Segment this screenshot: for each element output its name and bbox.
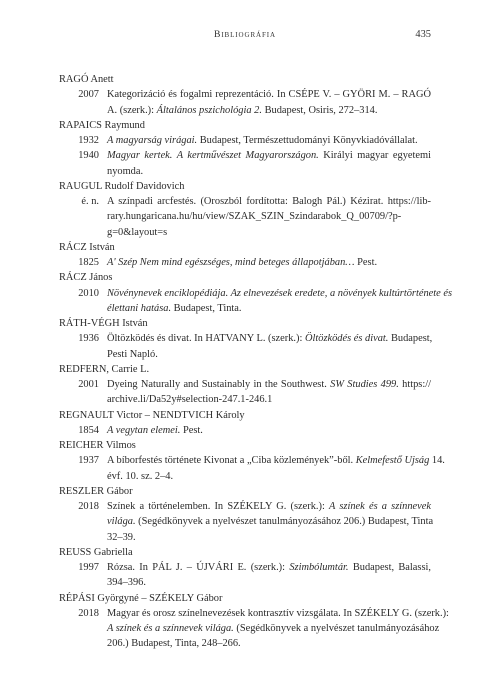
text-segment: (Segédkönyvek a nyelvészet tanulmányozásához (233, 623, 440, 634)
entry-line (107, 194, 431, 209)
entry-year: 1997 (78, 562, 99, 573)
text-segment: Budapest, (388, 333, 433, 345)
text-segment: Rózsa. In PÁL J. – ÚJVÁRI E. (szerk.): (107, 562, 290, 573)
entry-line (107, 301, 431, 316)
italic-title-segment: A' Szép Nem mind egészséges, mind beteges állapotjában… (107, 257, 355, 268)
entry-line (107, 331, 431, 346)
italic-title-segment: Általános pszichológia 2. (156, 104, 262, 116)
text-segment: Magyar és orosz színelnevezések kontrasztív vizsgálata. In SZÉKELY G. (szerk.): (107, 607, 449, 619)
text-segment: Pest. (180, 424, 203, 436)
bibliography-list (59, 72, 453, 652)
text-segment: A színpadi arcfestés. (Oroszból fordította: Balogh Pál.) Kézirat. https://lib- (107, 196, 431, 207)
author-name: REGNAULT Victor – NENDTVICH Károly (59, 409, 245, 421)
text-segment: (Segédkönyvek a nyelvészet tanulmányozásához 206.) Budapest, Tinta (135, 516, 434, 528)
entry-line (107, 164, 431, 179)
author-name: RÉPÁSI Györgyné – SZÉKELY Gábor (59, 592, 223, 604)
text-segment: Pesti Napló. (107, 348, 158, 360)
author-name: RÁTH-VÉGH István (59, 318, 148, 329)
bibliography-entry (59, 453, 445, 484)
author-name: RESZLER Gábor (59, 485, 133, 497)
entry-line (107, 133, 431, 148)
entry-line (107, 377, 431, 392)
entry-line (107, 103, 431, 118)
entry-line (107, 499, 431, 514)
bibliography-entry (59, 606, 449, 652)
running-header (59, 29, 431, 45)
text-segment: Budapest, Természettudományi Könyvkiadóvállalat. (197, 135, 418, 146)
text-segment: Királyi magyar egyetemi (318, 150, 431, 162)
bibliography-entry (59, 423, 431, 438)
text-segment: Dyeing Naturally and Sustainably in the Southwest. (107, 379, 331, 390)
bibliography-entry (59, 87, 431, 118)
text-segment: Budapest, Tinta. (171, 302, 242, 314)
italic-title-segment: élettani hatása. (107, 302, 172, 314)
text-segment: évf. 10. sz. 2–4. (107, 470, 174, 482)
author-name: RAUGUL Rudolf Davidovich (59, 180, 185, 192)
text-segment: A. (szerk.): (107, 104, 157, 116)
text-segment: rary.hungaricana.hu/hu/view/SZAK_SZIN_Szindarabok_Q_00709/?p- (107, 211, 402, 223)
entry-line (107, 636, 431, 651)
text-segment: Budapest, Osiris, 272–314. (261, 104, 378, 116)
text-segment: Színek a történelemben. In SZÉKELY G. (szerk.): (107, 501, 330, 512)
bibliography-entry (59, 499, 434, 545)
text-segment: 394–396. (107, 577, 146, 589)
entry-line (107, 286, 453, 301)
entry-line (107, 209, 431, 224)
entry-line (107, 453, 445, 468)
bibliography-entry (59, 133, 431, 148)
italic-title-segment: Szimbólumtár. (289, 562, 349, 573)
bibliography-entry (59, 377, 431, 408)
text-segment: https:// (398, 379, 431, 390)
page-number: 435 (415, 29, 431, 40)
italic-title-segment: A magyarság virágai. (107, 135, 198, 146)
entry-year: 2018 (78, 607, 99, 619)
entry-line (107, 423, 431, 438)
text-segment: nyomda. (107, 165, 144, 177)
entry-line (107, 87, 431, 102)
italic-title-segment: A vegytan elemei. (107, 424, 181, 436)
entry-line (107, 148, 431, 163)
entry-year: 1932 (78, 135, 99, 146)
italic-title-segment: SW Studies 499. (330, 379, 399, 390)
text-segment: 206.) Budapest, Tinta, 248–266. (107, 638, 241, 650)
entry-line (107, 621, 440, 636)
italic-title-segment: Kelmefestő Ujság (355, 455, 430, 467)
italic-title-segment: világa. (107, 516, 136, 528)
italic-title-segment: A színek és a színnevek (329, 501, 431, 512)
entry-year: 2007 (78, 89, 99, 101)
author-name: RAGÓ Anett (59, 74, 114, 85)
italic-title-segment: Öltözködés és divat. (304, 333, 389, 345)
entry-year: é. n. (81, 196, 99, 207)
text-segment: Pest. (354, 257, 378, 268)
italic-title-segment: A színek és a színnevek világa. (107, 623, 234, 634)
entry-line (107, 606, 449, 621)
text-segment: A bíborfestés története Kivonat a „Ciba közlemények”-ből. (107, 455, 356, 467)
bibliography-entry (59, 148, 431, 179)
author-name: RÁCZ János (59, 272, 113, 284)
text-segment: g=0&layout=s (107, 226, 168, 238)
text-segment: 32–39. (107, 531, 136, 543)
entry-year: 1825 (78, 257, 99, 268)
author-name: REICHER Vilmos (59, 440, 136, 451)
text-segment: Budapest, Balassi, (348, 562, 431, 573)
running-head-title: Bibliográfia (214, 29, 276, 40)
text-segment: archive.li/Da52y#selection-247.1-246.1 (107, 394, 273, 406)
italic-title-segment: Magyar kertek. A kertművészet Magyarországon. (107, 150, 319, 162)
text-segment: Öltözködés és divat. In HATVANY L. (szerk.): (107, 333, 305, 345)
entry-line (107, 575, 431, 590)
entry-line (107, 347, 431, 362)
text-segment: Kategorizáció és fogalmi reprezentáció. In CSÉPE V. – GYÖRI M. – RAGÓ (107, 89, 431, 101)
bibliography-entry (59, 194, 431, 240)
bibliography-entry (59, 560, 431, 591)
text-segment: 14. (429, 455, 445, 467)
bibliography-entry (59, 331, 431, 362)
entry-year: 2018 (78, 501, 99, 512)
entry-year: 2001 (78, 379, 99, 390)
entry-line (107, 392, 431, 407)
author-name: REDFERN, Carrie L. (59, 363, 150, 375)
entry-line (107, 530, 431, 545)
italic-title-segment: Növénynevek enciklopédiája. Az elnevezések eredete, a növények kultúrtörténete és (107, 287, 453, 299)
entry-year: 1936 (78, 333, 99, 345)
entry-year: 1937 (78, 455, 99, 467)
entry-line (107, 514, 434, 529)
entry-year: 1940 (78, 150, 99, 162)
entry-line (107, 469, 431, 484)
entry-line (107, 225, 431, 240)
entry-year: 1854 (78, 424, 99, 436)
bibliography-entry (59, 255, 431, 270)
author-name: RAPAICS Raymund (59, 119, 145, 131)
author-name: REUSS Gabriella (59, 546, 133, 558)
entry-line (107, 560, 431, 575)
author-name: RÁCZ István (59, 241, 115, 253)
entry-year: 2010 (78, 287, 99, 299)
entry-line (107, 255, 431, 270)
bibliography-entry (59, 286, 453, 317)
